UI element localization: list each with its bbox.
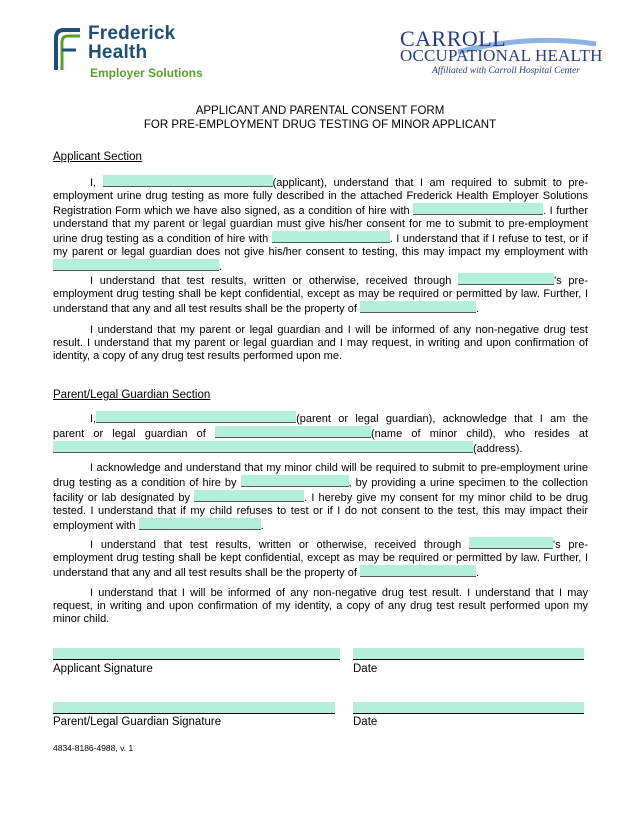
text-run: . [219, 261, 223, 273]
text-run: (applicant), understand that I am required to submit to pre-employment urine drug testing as more fully described in the attached Frederick Health Employer Solutions Registration Form which we have also signed, as a condition of hire with [53, 177, 588, 217]
text-run: , by providing a urine specimen to the collection facility or lab designated by [53, 477, 588, 504]
guardian-testing-provider-field[interactable] [469, 537, 553, 549]
applicant-date-field[interactable] [353, 648, 584, 660]
employer-name-field-3[interactable] [53, 259, 219, 271]
text-run: (address). [473, 443, 523, 455]
guardian-results-owner-field[interactable] [360, 565, 476, 577]
text-run: I understand that test results, written or otherwise, received through [90, 539, 470, 551]
guardian-name-field[interactable] [96, 411, 296, 423]
applicant-signature-label: Applicant Signature [53, 663, 153, 675]
carroll-wordmark-line1: CARROLL [400, 26, 507, 51]
guardian-date-field[interactable] [353, 702, 584, 714]
fh-title-line1: Frederick [88, 23, 176, 44]
guardian-paragraph-3 [53, 537, 588, 580]
text-run: I, [90, 413, 97, 425]
text-run: . [475, 303, 480, 315]
applicant-signature-field[interactable] [53, 648, 340, 660]
guardian-paragraph-2 [53, 462, 588, 533]
guardian-signature-field[interactable] [53, 702, 335, 714]
frederick-health-wordmark [88, 24, 175, 62]
applicant-paragraph-2 [53, 273, 588, 316]
carroll-wordmark-line2: OCCUPATIONAL HEALTH [400, 46, 603, 65]
carroll-tagline: Affiliated with Carroll Hospital Center [432, 66, 580, 76]
text-run: (name of minor child), who resides at [371, 428, 588, 440]
text-run: 's pre-employment drug testing shall be kept confidential, except as may be required or permitted by law. Further, I understand that any and all test results shall be the property of [53, 539, 588, 579]
text-run: . I hereby give my consent for my minor child to be drug tested. I understand that if my child refuses to test or if I do not consent to the test, this may impact their employment with [53, 492, 589, 532]
applicant-paragraph-1 [53, 175, 588, 274]
child-employer-field[interactable] [139, 518, 261, 530]
testing-provider-field[interactable] [458, 273, 554, 285]
text-run: (parent or legal guardian), acknowledge that I am the parent or legal guardian of [53, 413, 588, 440]
applicant-section-heading: Applicant Section [53, 151, 142, 163]
guardian-section-heading: Parent/Legal Guardian Section [53, 389, 211, 401]
results-owner-field[interactable] [360, 301, 476, 313]
guardian-paragraph-4: I understand that I will be informed of any non-negative drug test result. I understand that I may request, in writing and upon confirmation of my identity, a copy of any drug test result performed upon my minor child. [53, 587, 588, 625]
text-run: . I further understand that my parent or legal guardian must give his/her consent for me to submit to pre-employment urine drug testing as a condition of hire with [53, 205, 588, 245]
text-run: . [475, 567, 480, 579]
applicant-name-field[interactable] [103, 175, 273, 187]
employer-name-field-2[interactable] [272, 231, 390, 243]
form-title-line1: APPLICANT AND PARENTAL CONSENT FORM [195, 105, 445, 117]
form-title-line2: FOR PRE-EMPLOYMENT DRUG TESTING OF MINOR APPLICANT [143, 119, 497, 131]
address-field[interactable] [53, 441, 473, 453]
designated-lab-field[interactable] [194, 490, 304, 502]
employer-name-field-1[interactable] [413, 203, 543, 215]
applicant-paragraph-3: I understand that my parent or legal guardian and I will be informed of any non-negative drug test result. I understand that my parent or legal guardian and I may request, in writing and upon confirmation of identity, a copy of any drug test results performed upon me. [53, 324, 588, 362]
hiring-employer-field[interactable] [241, 475, 349, 487]
guardian-date-label: Date [353, 716, 378, 728]
document-id: 4834-8186-4988, v. 1 [53, 743, 134, 753]
guardian-signature-label: Parent/Legal Guardian Signature [53, 716, 222, 728]
text-run: I understand that test results, written or otherwise, received through [90, 275, 459, 287]
text-run: 's pre-employment drug testing shall be kept confidential, except as may be required or permitted by law. Further, I understand that any and all test results shall be the property of [53, 275, 588, 315]
applicant-date-label: Date [353, 663, 378, 675]
frederick-health-logo-icon [52, 24, 82, 74]
minor-child-name-field[interactable] [215, 426, 371, 438]
text-run: I, [90, 177, 103, 189]
text-run: . I understand that if I refuse to test, or if my parent or legal guardian does not give his/her consent to testing, this may impact my employment with [53, 233, 588, 258]
fh-subtitle: Employer Solutions [90, 66, 203, 80]
text-run: I acknowledge and understand that my minor child will be required to submit to pre-employment urine drug testing as a condition of hire by [53, 462, 588, 489]
guardian-paragraph-1 [53, 411, 588, 456]
text-run: . [260, 520, 264, 532]
fh-title-line2: Health [88, 42, 148, 63]
